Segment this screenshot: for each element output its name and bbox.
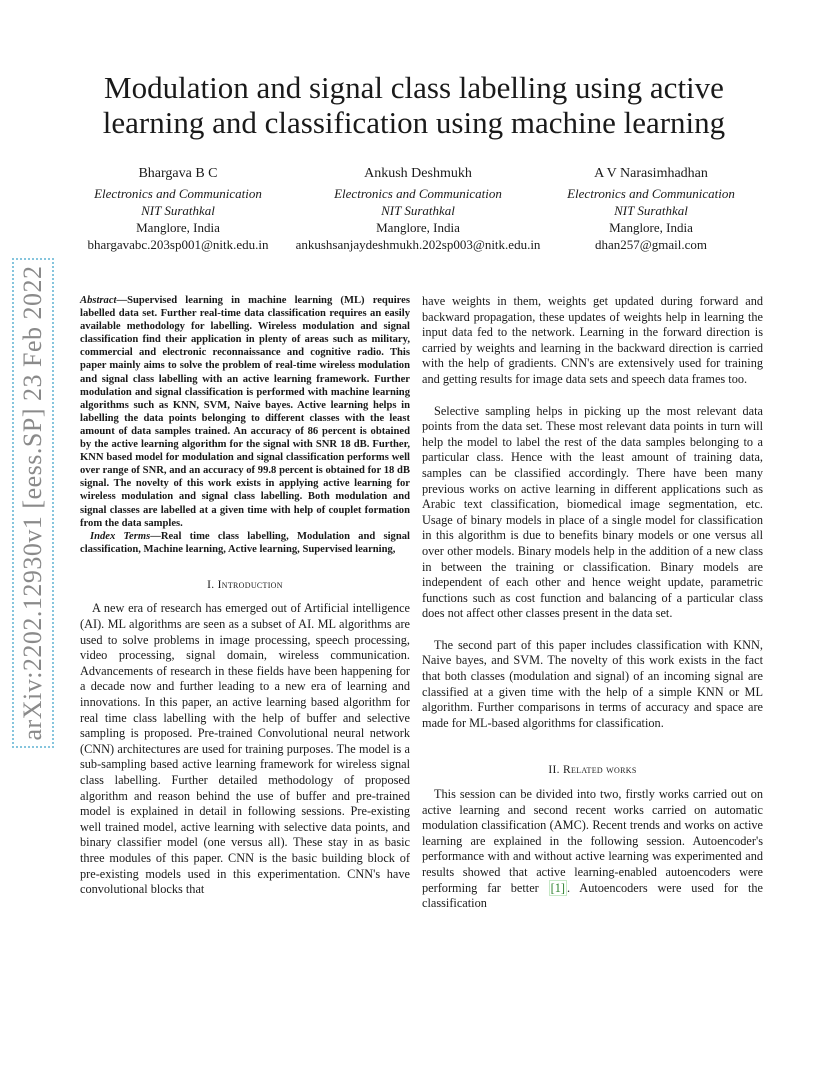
abstract [80,294,410,530]
introduction-continuation: have weights in them, weights get updated during forward and backward propagation, these updates of weights help in learning the input data fed to the network. Learning in the forward direction is carried by weights and learning in the backward direction is carried with the help of gradients. CNN's are extensively used for training and getting results for image data sets and speech data frames too. [422,294,763,386]
author-block-3 [555,165,747,253]
related-text-end: . Autoencoders were used for the classification [422,880,763,911]
index-terms-lead: Index Terms [90,530,151,542]
author-location: Manglore, India [376,220,460,235]
arxiv-stamp [12,258,54,748]
author-institution: NIT Surathkal [614,203,688,218]
selective-sampling-paragraph: Selective sampling helps in picking up the most relevant data points from the data set. These most relevant data points in turn will help the model to label the rest of the data samples belonging to a particular class. Hence with the least amount of training data, samples can be classified accordingly. There have been many previous works on active learning in different applications such as Arabic text classification, biomedical image segmentation, etc. Usage of binary models in place of a single model for classification in this algorithm is due to benefits binary models or one versus all over other models. Binary models help in the addition of a new class in between the training or classification. Binary models are independent of each other and hence weight update, parametric functions such as cost function and balancing of a particular class does not affect other classes present in the data set. [422,403,763,621]
index-terms [80,530,410,556]
author-location: Manglore, India [136,220,220,235]
author-email[interactable]: ankushsanjaydeshmukh.202sp003@nitk.edu.in [295,237,541,252]
author-block-1 [78,165,278,253]
abstract-text: —Supervised learning in machine learning (ML) requires labelled data set. Further real-time data classification requires an easily available methodology for labelling. Wireless modulation and signal classification find their application in plenty of areas such as military, commercial and electronic reconnaissance and cognitive radio. This paper mainly aims to solve the problem of real-time wireless modulation and signal class labelling with an active learning framework. Further modulation and signal classification is performed with machine learning algorithms such as KNN, SVM, Naive bayes. Active learning helps in labelling the data points belonging to different classes with the least amount of data samples trained. An accuracy of 86 percent is obtained by the active learning algorithm for the signal with SNR 18 dB. Further, KNN based model for modulation and signal classification performs well over range of SNR, and an accuracy of 99.8 percent is obtained for 18 dB signal. The novelty of this work exists in applying active learning for wireless modulation and signal class labelling. Both modulation and signal classes are labelled at a given time with help of couplet formation from the data samples. [80,295,410,529]
citation-link[interactable]: [1] [550,880,566,895]
paper-title: Modulation and signal class labelling using active learning and classification using machine learning [102,70,726,140]
author-name: Bhargava B C [138,166,218,181]
author-department: Electronics and Communication [567,186,735,201]
author-email[interactable]: dhan257@gmail.com [595,237,707,252]
author-department: Electronics and Communication [334,186,502,201]
author-name: Ankush Deshmukh [364,166,472,181]
author-block-2 [288,165,548,253]
author-institution: NIT Surathkal [141,203,215,218]
index-terms-text: —Real time class labelling, Modulation and signal classification, Machine learning, Active learning, Supervised learning, [80,530,410,555]
left-column [80,294,410,898]
right-column [422,294,763,912]
abstract-lead: Abstract [80,295,117,306]
introduction-paragraph: A new era of research has emerged out of Artificial intelligence (AI). ML algorithms are seen as a subset of AI. ML algorithms are used to solve problems in image processing, speech processing, video processing, signal domain, wireless communication. Advancements of research in these fields have been happening for a decade now and further leading to a new era of learning and innovations. In this paper, an active learning based algorithm for real time class labelling with the help of buffer and selective sampling is proposed. Pre-trained Convolutional neural network (CNN) architectures are used for training purposes. The model is a sub-sampling based active learning framework for wireless signal class labelling. Further detailed methodology of proposed algorithm and reason behind the use of buffer and pre-trained model is explained in detail in following sessions. Pre-existing well trained model, active learning with selective data points, and binary classifier model (one versus all). These stay in as basic three modules of this paper. CNN is the basic building block of pre-existing models used in this experimentation. CNN's have convolutional blocks that [80,601,410,897]
author-institution: NIT Surathkal [381,203,455,218]
author-name: A V Narasimhadhan [594,166,708,181]
author-email[interactable]: bhargavabc.203sp001@nitk.edu.in [87,237,269,252]
related-works-paragraph [422,787,763,912]
related-text-start: This session can be divided into two, firstly works carried out on active learning and second recent works carried on automatic modulation classification (AMC). Recent trends and works on active learning are explained in the following session. Autoencoder's performance with and without active learning was experimented and results showed that active learning-enabled autoencoders were performing far better [422,787,763,895]
author-department: Electronics and Communication [94,186,262,201]
author-location: Manglore, India [609,220,693,235]
section-heading-related-works: II. Related works [548,764,637,777]
arxiv-identifier: arXiv:2202.12930v1 [eess.SP] 23 Feb 2022 [18,265,47,741]
second-part-paragraph: The second part of this paper includes classification with KNN, Naive bayes, and SVM. The novelty of this work exists in the fact that both classes (modulation and signal) of an incoming signal are classified at a given time with the help of a simple KNN or ML algorithm. Further comparisons in terms of accuracy and space are made for ML-based algorithms for classification. [422,637,763,730]
section-heading-introduction: I. Introduction [207,578,283,591]
